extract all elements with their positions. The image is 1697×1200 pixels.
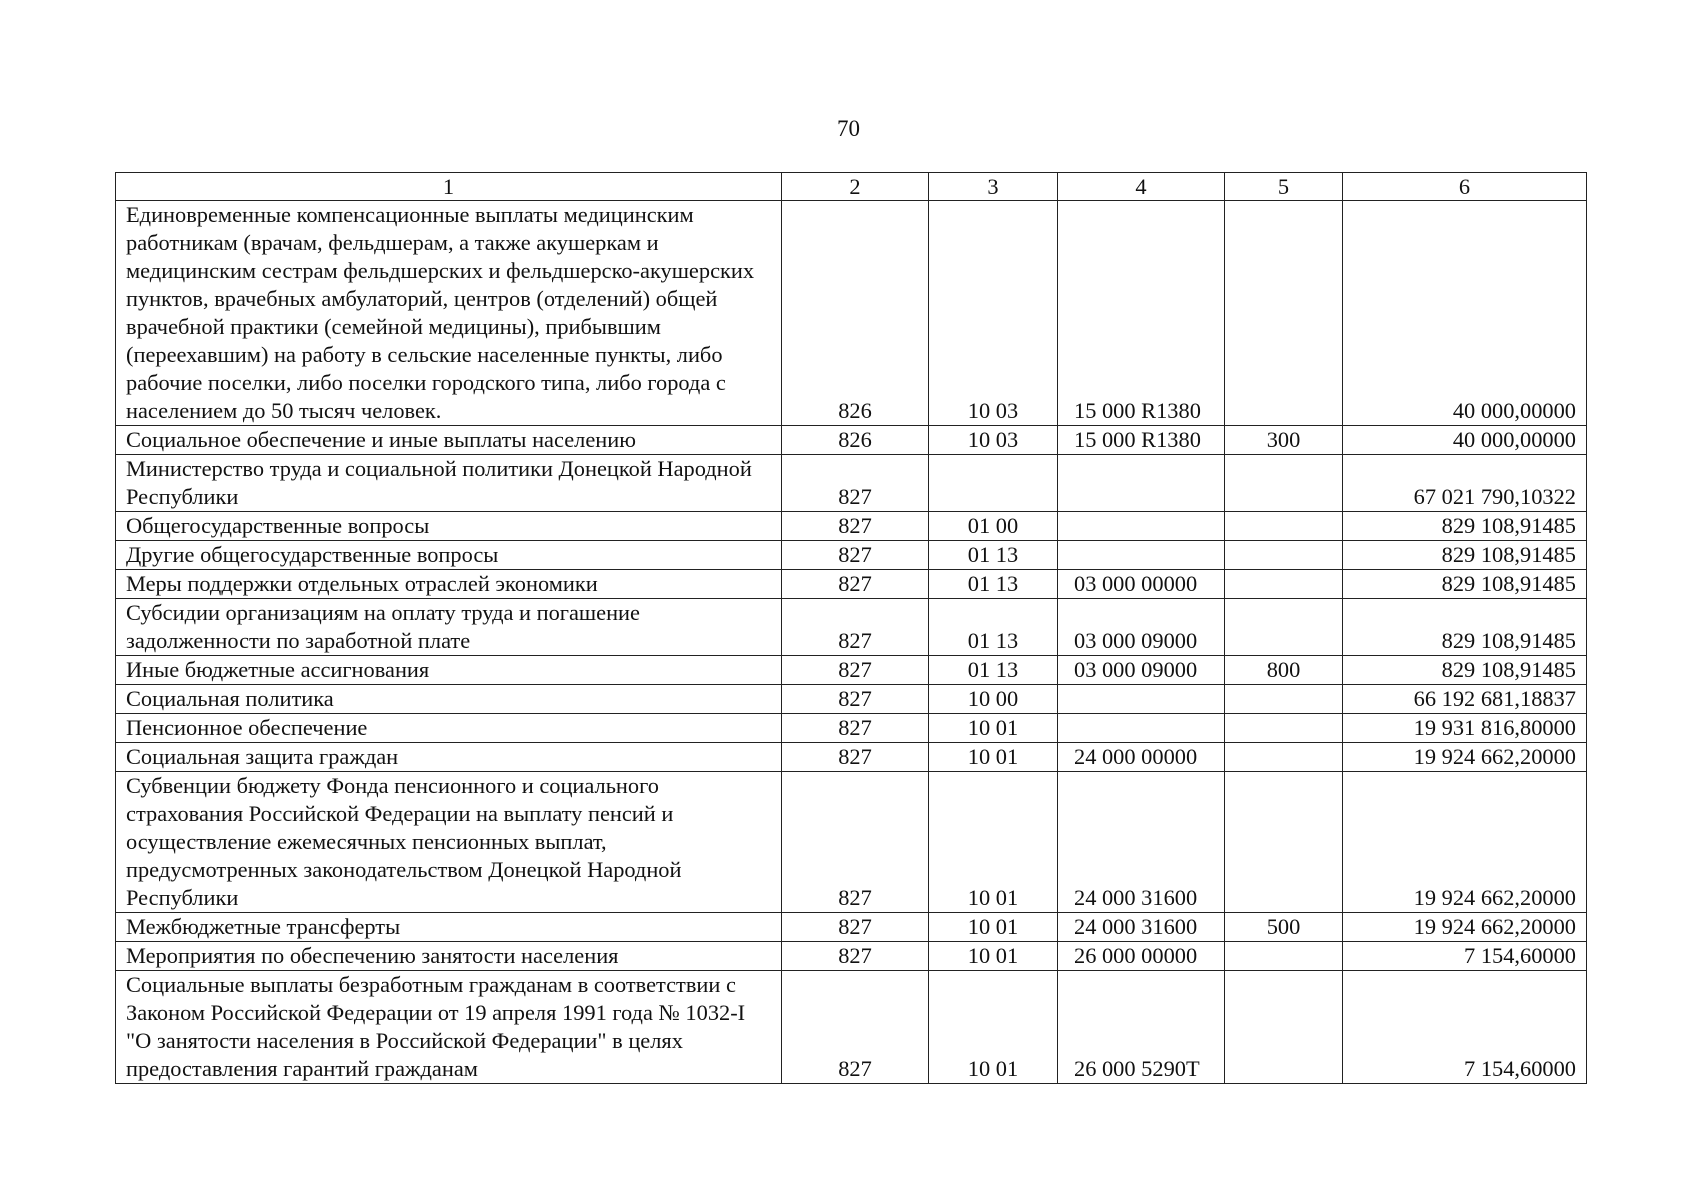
table-row (116, 656, 1587, 685)
column-header: 6 (1343, 173, 1587, 201)
column-header: 2 (782, 173, 929, 201)
item-name-cell: Межбюджетные трансферты (116, 913, 782, 942)
table-row (116, 772, 1587, 913)
header-row (116, 173, 1587, 201)
item-name-cell: Министерство труда и социальной политики Донецкой Народной Республики (116, 455, 782, 512)
table-row (116, 971, 1587, 1084)
target-article-cell: 15 000 R1380 (1058, 201, 1225, 426)
item-name-cell: Общегосударственные вопросы (116, 512, 782, 541)
table-row (116, 685, 1587, 714)
item-name-cell: Иные бюджетные ассигнования (116, 656, 782, 685)
table-row (116, 913, 1587, 942)
section-code-cell: 10 01 (929, 971, 1058, 1084)
expense-type-cell (1225, 685, 1343, 714)
target-article-cell (1058, 685, 1225, 714)
target-article-cell: 26 000 00000 (1058, 942, 1225, 971)
table-row (116, 426, 1587, 455)
item-name-cell: Другие общегосударственные вопросы (116, 541, 782, 570)
amount-cell: 66 192 681,18837 (1343, 685, 1587, 714)
table-row (116, 455, 1587, 512)
ministry-code-cell: 827 (782, 743, 929, 772)
ministry-code-cell: 827 (782, 541, 929, 570)
target-article-cell: 03 000 09000 (1058, 599, 1225, 656)
target-article-cell: 24 000 31600 (1058, 913, 1225, 942)
amount-cell: 19 924 662,20000 (1343, 772, 1587, 913)
amount-cell: 19 931 816,80000 (1343, 714, 1587, 743)
section-code-cell: 10 01 (929, 714, 1058, 743)
table-row (116, 743, 1587, 772)
item-name-cell: Меры поддержки отдельных отраслей экономики (116, 570, 782, 599)
expense-type-cell (1225, 772, 1343, 913)
target-article-cell: 24 000 00000 (1058, 743, 1225, 772)
section-code-cell: 10 01 (929, 772, 1058, 913)
section-code-cell: 01 13 (929, 599, 1058, 656)
section-code-cell: 01 13 (929, 656, 1058, 685)
table-row (116, 942, 1587, 971)
target-article-cell (1058, 512, 1225, 541)
expense-type-cell (1225, 743, 1343, 772)
target-article-cell (1058, 541, 1225, 570)
ministry-code-cell: 827 (782, 656, 929, 685)
expense-type-cell (1225, 942, 1343, 971)
item-name-cell: Субсидии организациям на оплату труда и погашение задолженности по заработной плате (116, 599, 782, 656)
item-name-cell: Пенсионное обеспечение (116, 714, 782, 743)
ministry-code-cell: 826 (782, 426, 929, 455)
amount-cell: 7 154,60000 (1343, 942, 1587, 971)
amount-cell: 829 108,91485 (1343, 541, 1587, 570)
ministry-code-cell: 827 (782, 772, 929, 913)
section-code-cell: 10 03 (929, 201, 1058, 426)
target-article-cell: 24 000 31600 (1058, 772, 1225, 913)
ministry-code-cell: 827 (782, 599, 929, 656)
target-article-cell: 03 000 00000 (1058, 570, 1225, 599)
column-header: 5 (1225, 173, 1343, 201)
ministry-code-cell: 827 (782, 942, 929, 971)
expense-type-cell: 500 (1225, 913, 1343, 942)
table-row (116, 201, 1587, 426)
amount-cell: 829 108,91485 (1343, 512, 1587, 541)
ministry-code-cell: 827 (782, 913, 929, 942)
ministry-code-cell: 827 (782, 570, 929, 599)
expense-type-cell (1225, 599, 1343, 656)
amount-cell: 829 108,91485 (1343, 599, 1587, 656)
ministry-code-cell: 827 (782, 455, 929, 512)
page-number: 70 (837, 116, 860, 141)
ministry-code-cell: 826 (782, 201, 929, 426)
amount-cell: 7 154,60000 (1343, 971, 1587, 1084)
target-article-cell: 26 000 5290T (1058, 971, 1225, 1084)
table-row (116, 599, 1587, 656)
item-name-cell: Социальная политика (116, 685, 782, 714)
section-code-cell: 10 01 (929, 743, 1058, 772)
column-header: 4 (1058, 173, 1225, 201)
section-code-cell: 10 00 (929, 685, 1058, 714)
amount-cell: 40 000,00000 (1343, 201, 1587, 426)
expense-type-cell: 300 (1225, 426, 1343, 455)
item-name-cell: Субвенции бюджету Фонда пенсионного и социального страхования Российской Федерации на выплату пенсий и осуществление ежемесячных пенсионных выплат, предусмотренных законодательством Донецкой Народной Республики (116, 772, 782, 913)
expense-type-cell (1225, 714, 1343, 743)
amount-cell: 19 924 662,20000 (1343, 913, 1587, 942)
target-article-cell (1058, 455, 1225, 512)
expense-type-cell: 800 (1225, 656, 1343, 685)
expense-type-cell (1225, 455, 1343, 512)
ministry-code-cell: 827 (782, 685, 929, 714)
amount-cell: 829 108,91485 (1343, 656, 1587, 685)
item-name-cell: Мероприятия по обеспечению занятости населения (116, 942, 782, 971)
target-article-cell (1058, 714, 1225, 743)
section-code-cell: 10 01 (929, 913, 1058, 942)
ministry-code-cell: 827 (782, 512, 929, 541)
section-code-cell: 01 13 (929, 570, 1058, 599)
amount-cell: 19 924 662,20000 (1343, 743, 1587, 772)
expense-type-cell (1225, 541, 1343, 570)
table-row (116, 541, 1587, 570)
ministry-code-cell: 827 (782, 971, 929, 1084)
ministry-code-cell: 827 (782, 714, 929, 743)
section-code-cell: 10 01 (929, 942, 1058, 971)
table-row (116, 512, 1587, 541)
section-code-cell: 10 03 (929, 426, 1058, 455)
table-row (116, 570, 1587, 599)
section-code-cell (929, 455, 1058, 512)
item-name-cell: Социальная защита граждан (116, 743, 782, 772)
item-name-cell: Социальное обеспечение и иные выплаты населению (116, 426, 782, 455)
amount-cell: 67 021 790,10322 (1343, 455, 1587, 512)
expense-type-cell (1225, 512, 1343, 541)
amount-cell: 829 108,91485 (1343, 570, 1587, 599)
section-code-cell: 01 13 (929, 541, 1058, 570)
table-row (116, 714, 1587, 743)
item-name-cell: Единовременные компенсационные выплаты медицинским работникам (врачам, фельдшерам, а также акушеркам и медицинским сестрам фельдшерских и фельдшерско-акушерских пунктов, врачебных амбулаторий, центров (отделений) общей врачебной практики (семейной медицины), прибывшим (переехавшим) на работу в сельские населенные пункты, либо рабочие поселки, либо поселки городского типа, либо города с населением до 50 тысяч человек. (116, 201, 782, 426)
expense-type-cell (1225, 570, 1343, 599)
column-header: 1 (116, 173, 782, 201)
target-article-cell: 15 000 R1380 (1058, 426, 1225, 455)
target-article-cell: 03 000 09000 (1058, 656, 1225, 685)
budget-table (115, 172, 1587, 1084)
column-header: 3 (929, 173, 1058, 201)
item-name-cell: Социальные выплаты безработным гражданам в соответствии с Законом Российской Федерации от 19 апреля 1991 года № 1032-I "О занятости населения в Российской Федерации" в целях предоставления гарантий гражданам (116, 971, 782, 1084)
expense-type-cell (1225, 201, 1343, 426)
amount-cell: 40 000,00000 (1343, 426, 1587, 455)
section-code-cell: 01 00 (929, 512, 1058, 541)
expense-type-cell (1225, 971, 1343, 1084)
